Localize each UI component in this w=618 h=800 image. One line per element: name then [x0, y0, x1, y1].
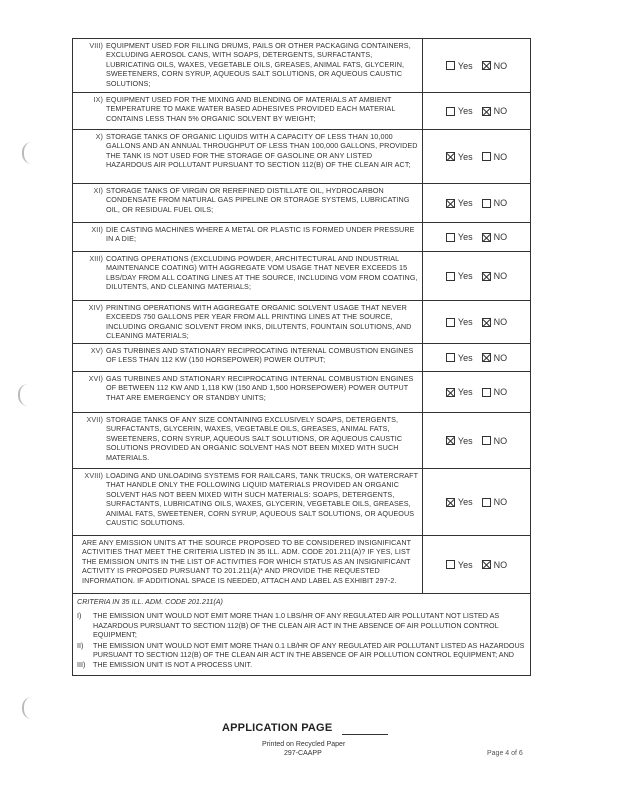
yes-label: Yes [457, 232, 473, 242]
form-row [73, 130, 530, 184]
question-cell [73, 301, 423, 343]
question-cell [73, 252, 423, 300]
question-cell [73, 93, 423, 129]
item-number: VIII) [89, 41, 103, 50]
yes-checkbox[interactable] [446, 318, 455, 327]
criteria-number: II) [77, 640, 84, 650]
item-text: STORAGE TANKS OF VIRGIN OR REREFINED DISTILLATE OIL, HYDROCARBON CONDENSATE FROM NATURAL GAS PIPELINE OR STORAGE SYSTEMS, LUBRICATING OIL, OR RESIDUAL FUEL OILS; [106, 186, 410, 214]
no-label: NO [493, 151, 508, 162]
form-row [73, 372, 530, 413]
form-row [73, 344, 530, 372]
yes-checkbox[interactable] [446, 61, 455, 70]
criteria-text: THE EMISSION UNIT WOULD NOT EMIT MORE THAN 0.1 LB/HR OF ANY REGULATED AIR POLLUTANT LISTED AS HAZARDOUS PURSUANT TO SECTION 112(B) OF THE CLEAN AIR ACT IN THE ABSENCE OF AIR POLLUTION CONTROL EQUIPMENT; AND [93, 640, 525, 660]
item-number: XII) [91, 225, 103, 234]
no-checkbox[interactable] [482, 436, 491, 445]
no-label: NO [493, 317, 508, 327]
answer-cell [423, 39, 530, 92]
answer-cell [423, 184, 530, 222]
yes-label: Yes [457, 271, 473, 281]
no-label: NO [493, 559, 508, 570]
yes-checkbox[interactable] [446, 152, 455, 161]
criteria-item [77, 611, 526, 639]
no-label: NO [493, 497, 508, 507]
item-number: XVIII) [84, 471, 103, 480]
item-text: EQUIPMENT USED FOR FILLING DRUMS, PAILS OR OTHER PACKAGING CONTAINERS, EXCLUDING AEROSOL CANS, WITH SOAPS, DETERGENTS, SURFACTANTS, LUBRICATING OILS, WAXES, VEGETABLE OILS, GREASES, ANIMAL FATS, GLYCERIN, SWEETENERS, CORN SYRUP, AQUEOUS SALT SOLUTIONS, OR AQUEOUS CAUSTIC SOLUTIONS; [106, 41, 411, 88]
question-cell [73, 130, 423, 183]
punch-hole-mark [22, 142, 32, 164]
insignificant-activities-form [72, 38, 531, 676]
criteria-number: III) [77, 660, 86, 670]
no-checkbox[interactable] [482, 498, 491, 507]
item-text: STORAGE TANKS OF ORGANIC LIQUIDS WITH A CAPACITY OF LESS THAN 10,000 GALLONS AND AN ANNUAL THROUGHPUT OF LESS THAN 100,000 GALLONS, PROVIDED THE TANK IS NOT USED FOR THE STORAGE OF GASOLINE OR ANY LISTED HAZARDOUS AIR POLLUTANT PURSUANT TO SECTION 112(B) OF THE CLEAN AIR ACT; [106, 132, 418, 170]
yes-checkbox[interactable] [446, 388, 455, 397]
yes-checkbox[interactable] [446, 436, 455, 445]
form-row [73, 184, 530, 223]
yes-label: Yes [457, 198, 473, 208]
no-checkbox[interactable] [482, 233, 491, 242]
answer-cell [423, 93, 530, 129]
answer-cell [423, 372, 530, 412]
answer-cell [423, 413, 530, 468]
answer-cell [423, 469, 530, 535]
form-row [73, 301, 530, 344]
form-row [73, 93, 530, 130]
yes-checkbox[interactable] [446, 272, 455, 281]
item-text: EQUIPMENT USED FOR THE MIXING AND BLENDING OF MATERIALS AT AMBIENT TEMPERATURE TO MAKE WATER BASED ADHESIVES PROVIDED EACH MATERIAL CONTAINS LESS THAN 5% ORGANIC SOLVENT BY WEIGHT; [106, 95, 396, 123]
no-label: NO [493, 352, 508, 363]
item-text: COATING OPERATIONS (EXCLUDING POWDER, ARCHITECTURAL AND INDUSTRIAL MAINTENANCE COATING) WITH AGGREGATE VOM USAGE THAT NEVER EXCEEDS 15 LBS/DAY FROM ALL COATING LINES AT THE SOURCE, INCLUDING VOM FROM COATING, DILUTENTS, AND CLEANING MATERIALS; [106, 254, 418, 292]
item-text: LOADING AND UNLOADING SYSTEMS FOR RAILCARS, TANK TRUCKS, OR WATERCRAFT THAT HANDLE ONLY THE FOLLOWING LIQUID MATERIALS PROVIDED AN ORGANIC SOLVENT HAS NOT BEEN MIXED WITH SUCH MATERIALS: SOAPS, DETERGENTS, SURFACTANTS, LUBRICATING OILS, WAXES, GLYCERIN, VEGETABLE OILS, GREASES, ANIMAL FATS, SWEETENER, CORN SYRUP, AQUEOUS SALT SOLUTIONS, OR AQUEOUS CAUSTIC SOLUTIONS. [106, 471, 418, 528]
criteria-item [77, 660, 526, 669]
criteria-text: THE EMISSION UNIT IS NOT A PROCESS UNIT. [93, 660, 253, 670]
form-row [73, 252, 530, 301]
item-number: IX) [93, 95, 103, 104]
form-row [73, 469, 530, 536]
yes-label: Yes [457, 60, 473, 71]
criteria-item [77, 641, 526, 660]
question-cell [73, 469, 423, 535]
item-number: XV) [90, 346, 103, 355]
item-number: XI) [93, 186, 103, 195]
yes-label: Yes [457, 435, 473, 446]
no-checkbox[interactable] [482, 272, 491, 281]
question-cell [73, 536, 423, 593]
yes-checkbox[interactable] [446, 107, 455, 116]
no-label: NO [493, 232, 508, 242]
yes-checkbox[interactable] [446, 498, 455, 507]
item-text: STORAGE TANKS OF ANY SIZE CONTAINING EXCLUSIVELY SOAPS, DETERGENTS, SURFACTANTS, GLYCERIN, WAXES, VEGETABLE OILS, GREASES, ANIMAL FATS, SWEETENERS, CORN SYRUP, AQUEOUS SALT SOLUTIONS, OR AQUEOUS CAUSTIC SOLUTIONS PROVIDED AN ORGANIC SOLVENT HAS NOT BEEN MIXED WITH SUCH MATERIALS. [106, 415, 403, 462]
form-row [73, 223, 530, 252]
no-label: NO [493, 387, 508, 397]
yes-label: Yes [457, 387, 473, 397]
yes-label: Yes [457, 317, 473, 327]
item-number: X) [95, 132, 103, 141]
yes-checkbox[interactable] [446, 199, 455, 208]
item-number: XVI) [88, 374, 103, 383]
item-number: XIII) [89, 254, 103, 263]
form-code: 297-CAAPP [284, 750, 322, 757]
answer-cell [423, 252, 530, 300]
form-row [73, 39, 530, 93]
yes-checkbox[interactable] [446, 560, 455, 569]
no-label: NO [493, 106, 508, 116]
question-cell [73, 223, 423, 251]
no-checkbox[interactable] [482, 199, 491, 208]
no-label: NO [493, 435, 508, 446]
punch-hole-mark [22, 697, 32, 719]
no-checkbox[interactable] [482, 353, 491, 362]
no-checkbox[interactable] [482, 61, 491, 70]
no-label: NO [493, 60, 508, 71]
item-number: XIV) [88, 303, 103, 312]
form-row [73, 536, 530, 594]
criteria-section [73, 594, 530, 676]
item-text: ARE ANY EMISSION UNITS AT THE SOURCE PROPOSED TO BE CONSIDERED INSIGNIFICANT ACTIVITIES THAT MEET THE CRITERIA LISTED IN 35 ILL. ADM. CODE 201.211(A)? IF YES, LIST THE EMISSION UNITS IN THE LIST OF ACTIVITIES FOR WHICH STATUS AS AN INSIGNIFICANT ACTIVITY IS PROPOSED PURSUANT TO 201.211(A)* AND PROVIDE THE REQUESTED INFORMATION. IF ADDITIONAL SPACE IS NEEDED, ATTACH AND LABEL AS EXHIBIT 297-2. [82, 538, 411, 585]
no-checkbox[interactable] [482, 560, 491, 569]
answer-cell [423, 536, 530, 593]
criteria-heading: CRITERIA IN 35 ILL. ADM. CODE 201.211(A) [77, 597, 223, 606]
yes-label: Yes [457, 559, 473, 570]
question-cell [73, 413, 423, 468]
yes-checkbox[interactable] [446, 233, 455, 242]
answer-cell [423, 344, 530, 371]
item-text: PRINTING OPERATIONS WITH AGGREGATE ORGANIC SOLVENT USAGE THAT NEVER EXCEEDS 750 GALLONS PER YEAR FROM ALL PRINTING LINES AT THE SOURCE, INCLUDING ORGANIC SOLVENT FROM INKS, DILUTENTS, FOUNTAIN SOLUTIONS, AND CLEANING MATERIALS; [106, 303, 412, 341]
item-number: XVII) [86, 415, 103, 424]
question-cell [73, 184, 423, 222]
question-cell [73, 344, 423, 371]
answer-cell [423, 130, 530, 183]
no-checkbox[interactable] [482, 152, 491, 161]
item-text: GAS TURBINES AND STATIONARY RECIPROCATING INTERNAL COMBUSTION ENGINES OF BETWEEN 112 KW AND 1,118 KW (150 AND 1,500 HORSEPOWER) POWER OUTPUT THAT ARE EMERGENCY OR STANDBY UNITS; [106, 374, 414, 402]
no-label: NO [493, 271, 508, 281]
answer-cell [423, 301, 530, 343]
question-cell [73, 372, 423, 412]
yes-label: Yes [457, 352, 473, 363]
recycled-paper-note: Printed on Recycled Paper [262, 741, 346, 748]
yes-checkbox[interactable] [446, 353, 455, 362]
no-checkbox[interactable] [482, 318, 491, 327]
yes-label: Yes [457, 151, 473, 162]
question-cell [73, 39, 423, 92]
answer-cell [423, 223, 530, 251]
yes-label: Yes [457, 106, 473, 116]
page-number-blank [342, 734, 388, 735]
item-text: DIE CASTING MACHINES WHERE A METAL OR PLASTIC IS FORMED UNDER PRESSURE IN A DIE; [106, 225, 415, 244]
form-row [73, 413, 530, 469]
no-checkbox[interactable] [482, 388, 491, 397]
criteria-number: I) [77, 611, 82, 621]
application-page-title: APPLICATION PAGE [222, 722, 333, 734]
punch-hole-mark [18, 384, 28, 406]
no-label: NO [493, 198, 508, 208]
no-checkbox[interactable] [482, 107, 491, 116]
page-number: Page 4 of 6 [487, 750, 523, 757]
criteria-text: THE EMISSION UNIT WOULD NOT EMIT MORE THAN 1.0 LBS/HR OF ANY REGULATED AIR POLLUTANT NOT LISTED AS HAZARDOUS PURSUANT TO SECTION 112(B) OF THE CLEAN AIR ACT IN THE ABSENCE OF AIR POLLUTION CONTROL EQUIPMENT; [93, 611, 500, 640]
item-text: GAS TURBINES AND STATIONARY RECIPROCATING INTERNAL COMBUSTION ENGINES OF LESS THAN 112 KW (150 HORSEPOWER) POWER OUTPUT; [106, 346, 414, 365]
yes-label: Yes [457, 497, 473, 507]
